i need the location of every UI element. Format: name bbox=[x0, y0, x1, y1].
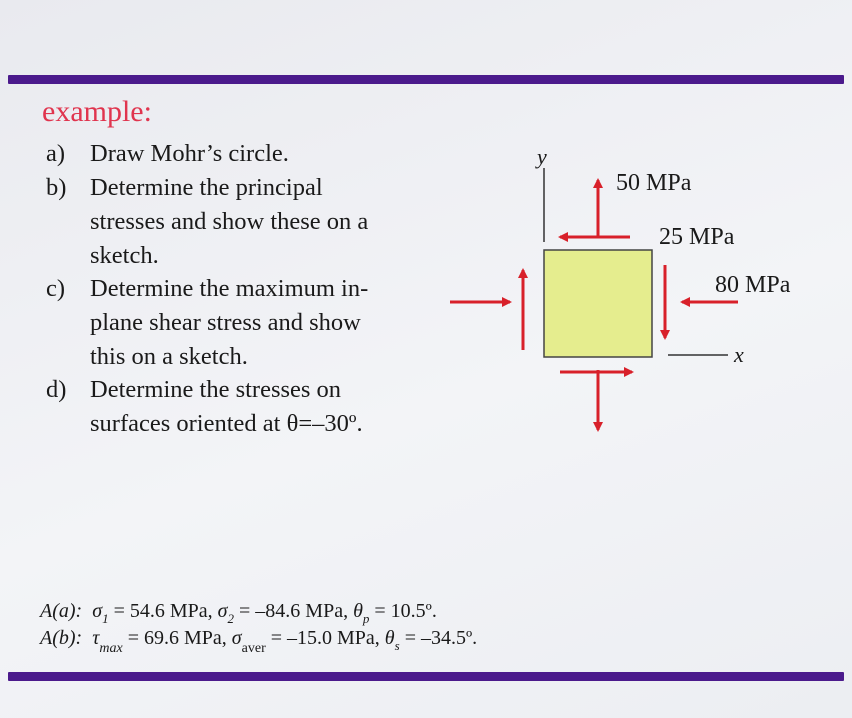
theta-p-symbol: $\theta_p$ bbox=[353, 600, 370, 626]
sigma1-value: = 54.6 MPa, bbox=[113, 600, 213, 622]
item-text: surfaces oriented at θ=–30º. bbox=[90, 410, 363, 437]
item-text: Determine the principal bbox=[90, 174, 323, 201]
item-label: d) bbox=[46, 376, 67, 403]
item-label: c) bbox=[46, 275, 66, 302]
item-label: b) bbox=[46, 174, 67, 201]
tau-max-value: = 69.6 MPa, bbox=[127, 627, 227, 649]
item-text: Draw Mohr’s circle. bbox=[90, 140, 289, 167]
item-text: stresses and show these on a bbox=[90, 208, 369, 235]
y-axis-label: y bbox=[537, 144, 547, 169]
item-label: a) bbox=[46, 140, 66, 167]
answer-b bbox=[40, 627, 477, 657]
example-heading: example: bbox=[42, 95, 152, 128]
list-item-b bbox=[46, 171, 466, 273]
item-text: Determine the maximum in- bbox=[90, 275, 369, 302]
sigma1-symbol: $\sigma_1$ bbox=[92, 600, 109, 626]
list-item-c bbox=[46, 272, 466, 374]
list-item-d bbox=[46, 373, 466, 441]
item-text: sketch. bbox=[90, 242, 159, 269]
item-text: plane shear stress and show bbox=[90, 309, 361, 336]
sigma2-symbol: $\sigma_2$ bbox=[217, 600, 235, 626]
stress-element-square bbox=[544, 250, 652, 357]
vertical-stress-label: 50 MPa bbox=[616, 170, 692, 196]
theta-p-value: = 10.5º. bbox=[374, 600, 437, 622]
sigma-aver-value: = –15.0 MPa, bbox=[270, 627, 380, 649]
list-item-a bbox=[46, 137, 466, 171]
stress-element-diagram bbox=[420, 140, 840, 460]
item-text: Determine the stresses on bbox=[90, 376, 342, 403]
bottom-divider-bar bbox=[8, 672, 844, 681]
tau-max-symbol: $\tau_{max}$ bbox=[92, 627, 123, 656]
x-axis-label: x bbox=[734, 342, 744, 367]
item-text: this on a sketch. bbox=[90, 343, 248, 370]
shear-stress-label: 25 MPa bbox=[659, 224, 735, 250]
sigma2-value: = –84.6 MPa, bbox=[239, 600, 349, 622]
answer-b-label: A(b): bbox=[40, 627, 83, 649]
top-divider-bar bbox=[8, 75, 844, 84]
answer-a-label: A(a): bbox=[40, 600, 83, 622]
sigma-aver-symbol: $\sigma_{aver}$ bbox=[231, 627, 266, 656]
theta-s-symbol: $\theta_s$ bbox=[384, 627, 400, 653]
horizontal-stress-label: 80 MPa bbox=[715, 272, 791, 298]
theta-s-value: = –34.5º. bbox=[404, 627, 478, 649]
answer-a bbox=[40, 600, 437, 627]
